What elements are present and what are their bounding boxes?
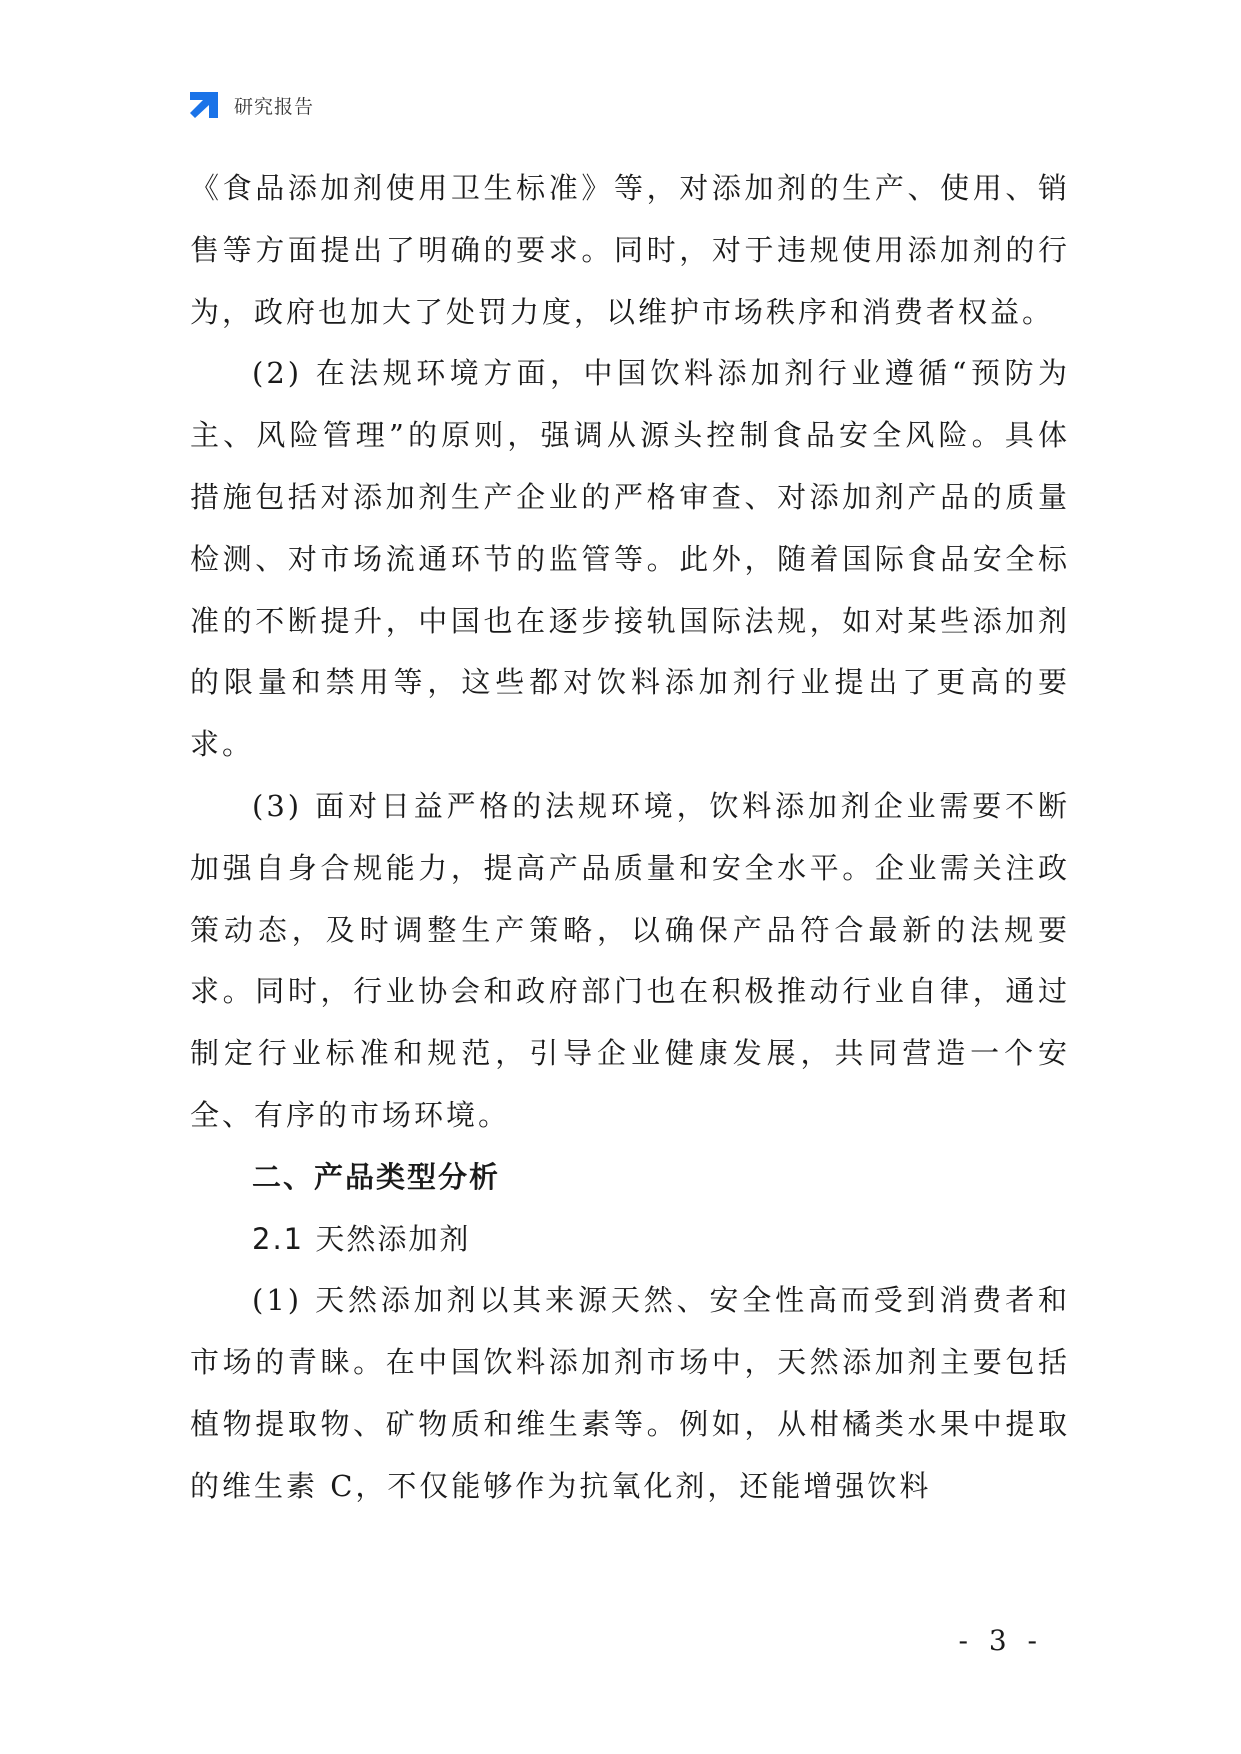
- document-body: [190, 158, 1070, 1518]
- brand-logo-icon: [188, 90, 220, 120]
- page-number: - 3 -: [958, 1624, 1043, 1657]
- page-header: [188, 88, 314, 122]
- paragraph-regulatory-environment: (2) 在法规环境方面，中国饮料添加剂行业遵循“预防为主、风险管理”的原则，强调从源头控制食品安全风险。具体措施包括对添加剂生产企业的严格审查、对添加剂产品的质量检测、对市场流通环节的监管等。此外，随着国际食品安全标准的不断提升，中国也在逐步接轨国际法规，如对某些添加剂的限量和禁用等，这些都对饮料添加剂行业提出了更高的要求。: [190, 356, 1070, 762]
- paragraph-compliance: (3) 面对日益严格的法规环境，饮料添加剂企业需要不断加强自身合规能力，提高产品质量和安全水平。企业需关注政策动态，及时调整生产策略，以确保产品符合最新的法规要求。同时，行业协会和政府部门也在积极推动行业自律，通过制定行业标准和规范，引导企业健康发展，共同营造一个安全、有序的市场环境。: [190, 788, 1070, 1132]
- subsection-heading: 2.1 天然添加剂: [252, 1221, 471, 1256]
- paragraph-natural-additives: (1) 天然添加剂以其来源天然、安全性高而受到消费者和市场的青睐。在中国饮料添加剂市场中，天然添加剂主要包括植物提取物、矿物质和维生素等。例如，从柑橘类水果中提取的维生素 C，不仅能够作为抗氧化剂，还能增强饮料: [190, 1283, 1070, 1503]
- section-heading: 二、产品类型分析: [252, 1159, 501, 1194]
- header-title: 研究报告: [234, 95, 315, 118]
- paragraph-regulations-continued: 《食品添加剂使用卫生标准》等，对添加剂的生产、使用、销售等方面提出了明确的要求。同时，对于违规使用添加剂的行为，政府也加大了处罚力度，以维护市场秩序和消费者权益。: [190, 171, 1070, 329]
